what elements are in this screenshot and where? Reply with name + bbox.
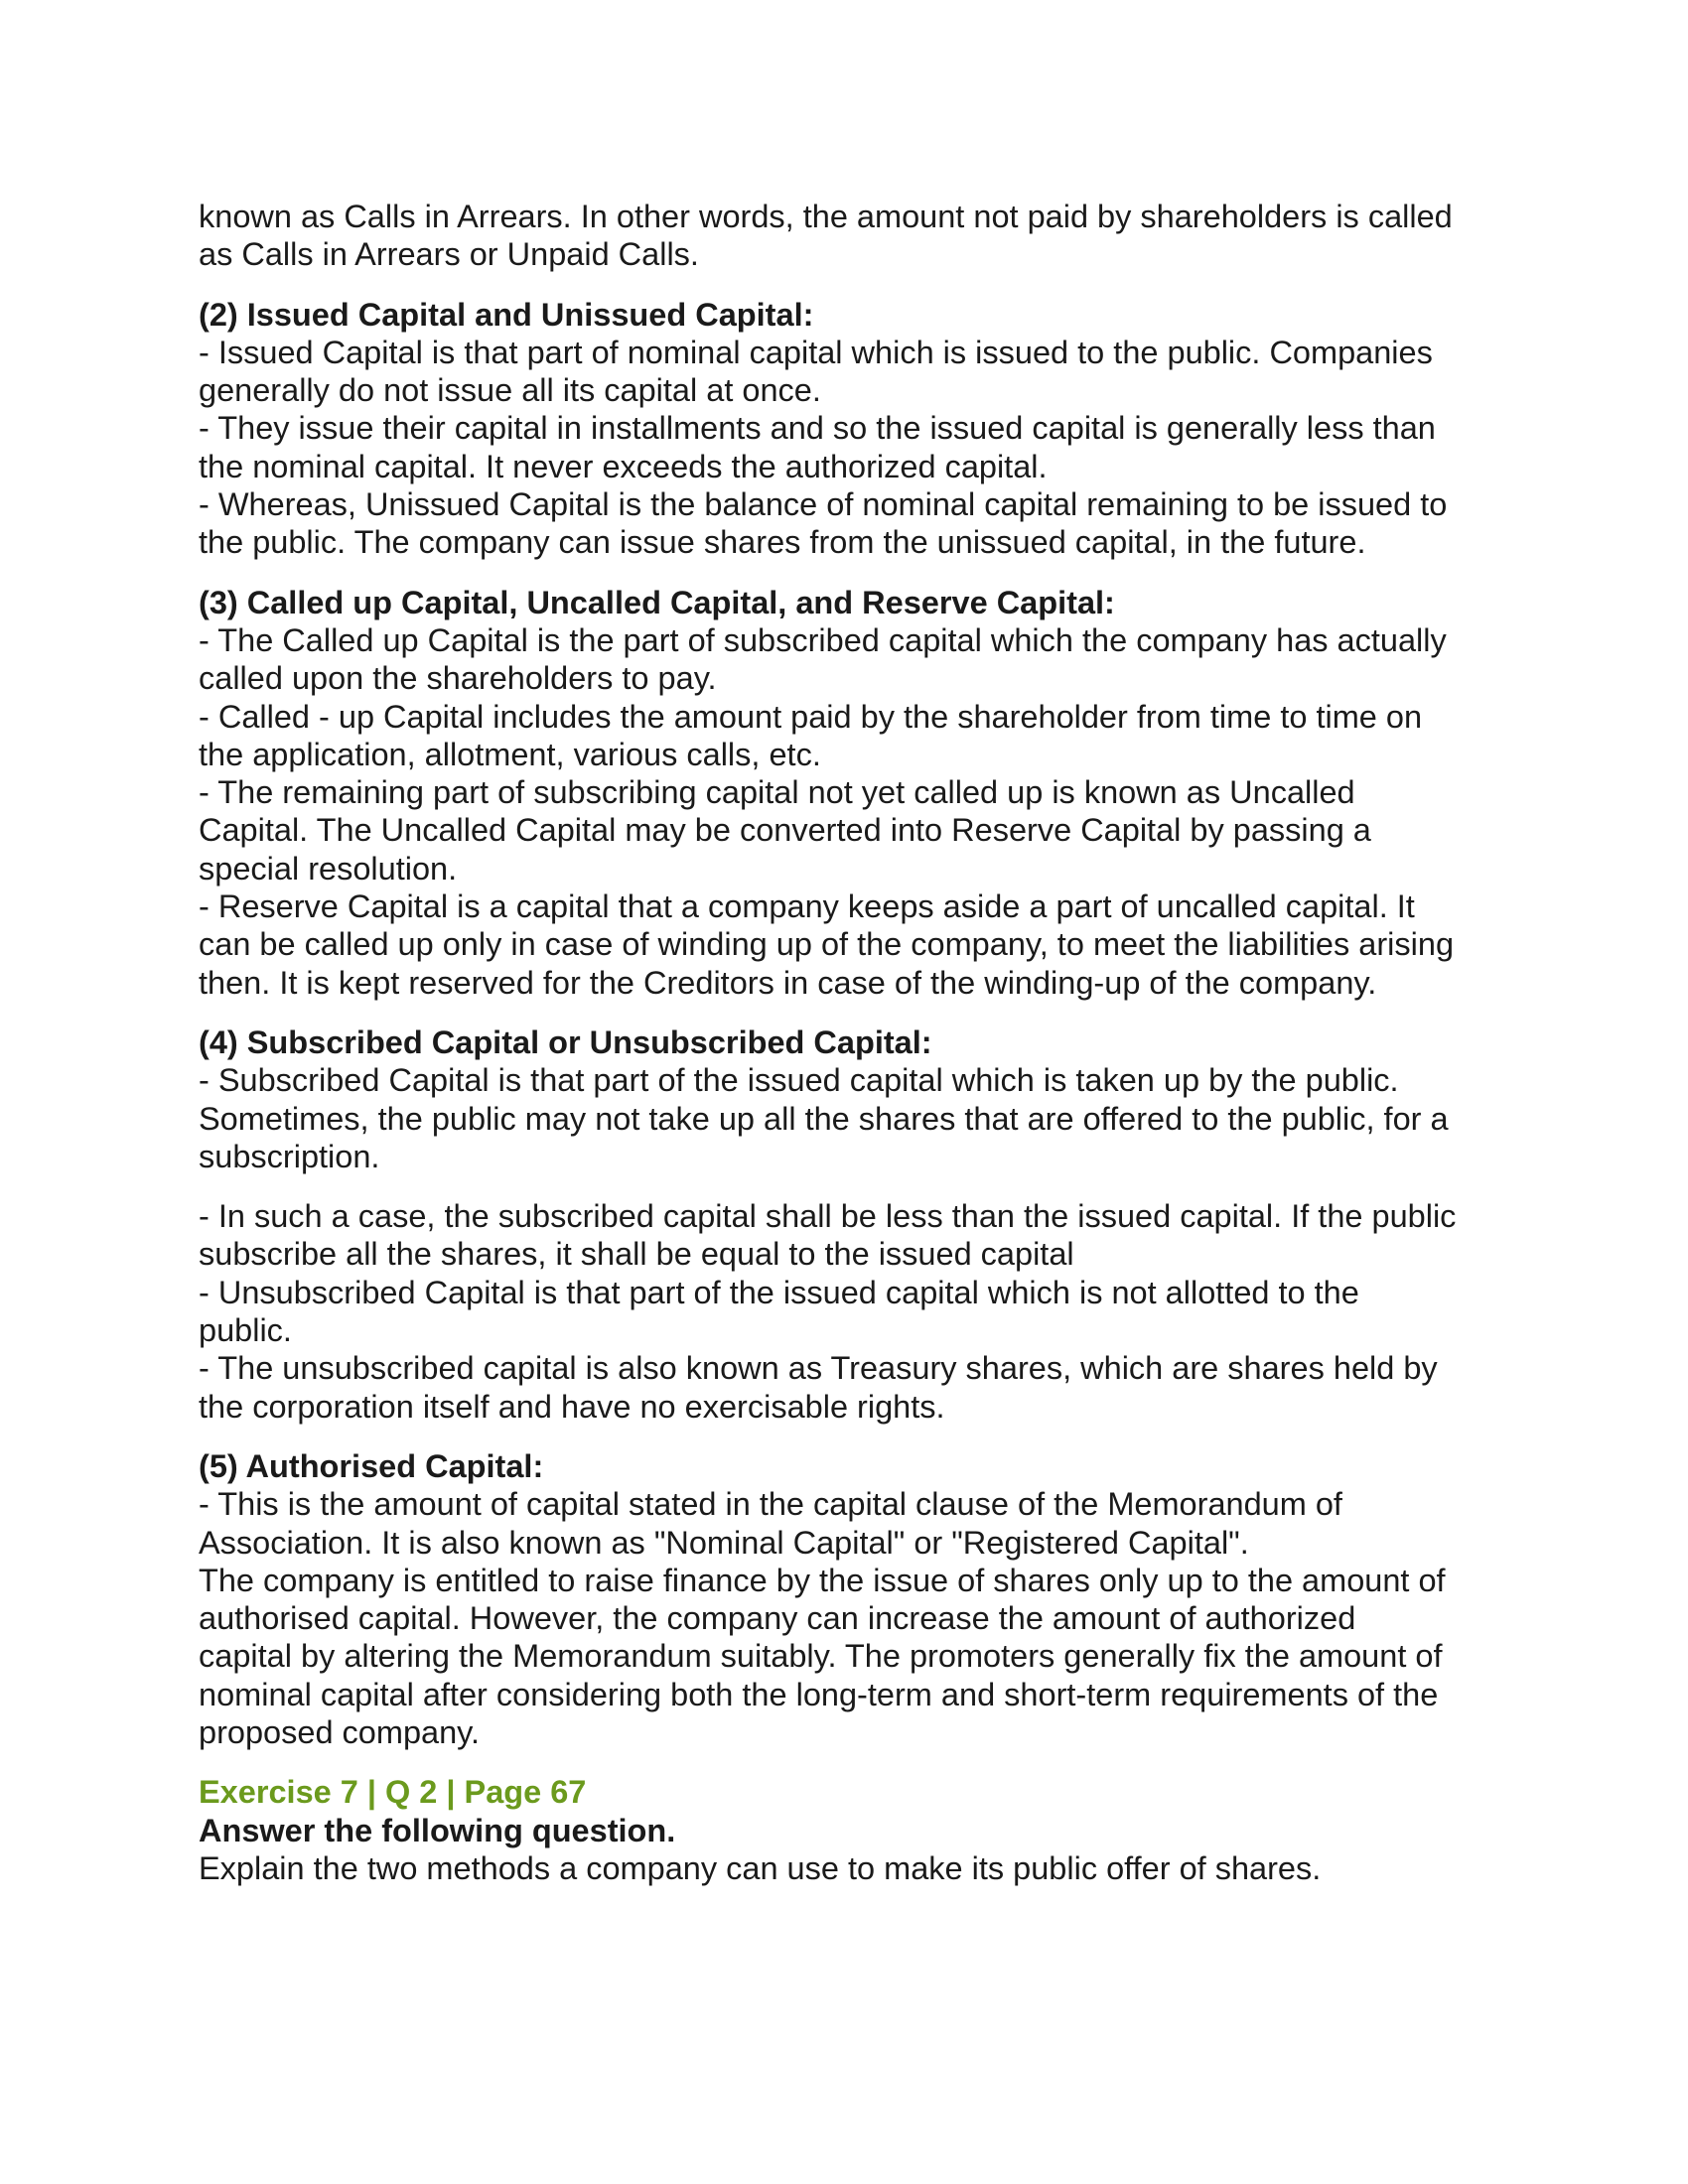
text-line: - This is the amount of capital stated in the capital clause of the Memorandum of xyxy=(199,1486,1342,1523)
text-line: - Reserve Capital is a capital that a company keeps aside a part of uncalled capital. It xyxy=(199,888,1415,925)
text-line: - Unsubscribed Capital is that part of the issued capital which is not allotted to the xyxy=(199,1274,1359,1310)
text-line: capital by altering the Memorandum suitably. The promoters generally fix the amount of xyxy=(199,1638,1443,1675)
exercise-instruction: Answer the following question. xyxy=(199,1812,676,1848)
text-line: as Calls in Arrears or Unpaid Calls. xyxy=(199,236,699,273)
text-line: Capital. The Uncalled Capital may be converted into Reserve Capital by passing a xyxy=(199,812,1371,849)
document-page xyxy=(199,198,1509,1887)
section-subscribed-capital xyxy=(199,1024,1509,1175)
text-line: public. xyxy=(199,1312,292,1349)
exercise-label: Exercise 7 | Q 2 | Page 67 xyxy=(199,1774,587,1811)
text-line: proposed company. xyxy=(199,1713,481,1750)
text-line: - They issue their capital in installments and so the issued capital is generally less than xyxy=(199,410,1436,447)
text-line: authorised capital. However, the company can increase the amount of authorized xyxy=(199,1600,1356,1637)
text-line: - The unsubscribed capital is also known as Treasury shares, which are shares held by xyxy=(199,1350,1438,1387)
section-heading: (2) Issued Capital and Unissued Capital: xyxy=(199,296,814,333)
section-heading: (4) Subscribed Capital or Unsubscribed Capital: xyxy=(199,1024,932,1060)
intro-paragraph xyxy=(199,198,1509,274)
text-line: subscription. xyxy=(199,1138,380,1174)
text-line: the application, allotment, various calls, etc. xyxy=(199,736,821,772)
text-line: - The remaining part of subscribing capital not yet called up is known as Uncalled xyxy=(199,774,1355,811)
text-line: the nominal capital. It never exceeds the authorized capital. xyxy=(199,448,1048,484)
text-line: The company is entitled to raise finance by the issue of shares only up to the amount of xyxy=(199,1562,1446,1598)
exercise-question: Explain the two methods a company can use to make its public offer of shares. xyxy=(199,1849,1322,1886)
text-line: then. It is kept reserved for the Creditors in case of the winding-up of the company. xyxy=(199,964,1377,1001)
text-line: - Whereas, Unissued Capital is the balance of nominal capital remaining to be issued to xyxy=(199,486,1448,523)
section-heading: (3) Called up Capital, Uncalled Capital, and Reserve Capital: xyxy=(199,584,1115,620)
text-line: - The Called up Capital is the part of subscribed capital which the company has actually xyxy=(199,621,1447,658)
text-line: Association. It is also known as "Nominal Capital" or "Registered Capital". xyxy=(199,1524,1249,1561)
text-line: - Called - up Capital includes the amount paid by the shareholder from time to time on xyxy=(199,698,1423,735)
text-line: special resolution. xyxy=(199,850,458,887)
text-line: - Subscribed Capital is that part of the issued capital which is taken up by the public. xyxy=(199,1062,1399,1099)
text-line: - In such a case, the subscribed capital shall be less than the issued capital. If the public xyxy=(199,1198,1457,1235)
text-line: known as Calls in Arrears. In other words, the amount not paid by shareholders is called xyxy=(199,199,1453,234)
section-issued-capital xyxy=(199,296,1509,562)
section-called-up-capital xyxy=(199,584,1509,1002)
text-line: generally do not issue all its capital at once. xyxy=(199,372,821,409)
text-line: - Issued Capital is that part of nominal capital which is issued to the public. Companies xyxy=(199,334,1433,370)
text-line: called upon the shareholders to pay. xyxy=(199,660,717,697)
section-subscribed-capital-continued xyxy=(199,1197,1509,1426)
text-line: can be called up only in case of winding up of the company, to meet the liabilities arising xyxy=(199,926,1455,963)
section-authorised-capital xyxy=(199,1447,1509,1751)
section-heading: (5) Authorised Capital: xyxy=(199,1447,544,1484)
text-line: the public. The company can issue shares from the unissued capital, in the future. xyxy=(199,524,1366,561)
text-line: subscribe all the shares, it shall be equal to the issued capital xyxy=(199,1236,1074,1273)
exercise-block xyxy=(199,1773,1509,1887)
text-line: the corporation itself and have no exercisable rights. xyxy=(199,1388,945,1425)
text-line: nominal capital after considering both the long-term and short-term requirements of the xyxy=(199,1676,1439,1712)
text-line: Sometimes, the public may not take up all the shares that are offered to the public, for a xyxy=(199,1100,1449,1137)
